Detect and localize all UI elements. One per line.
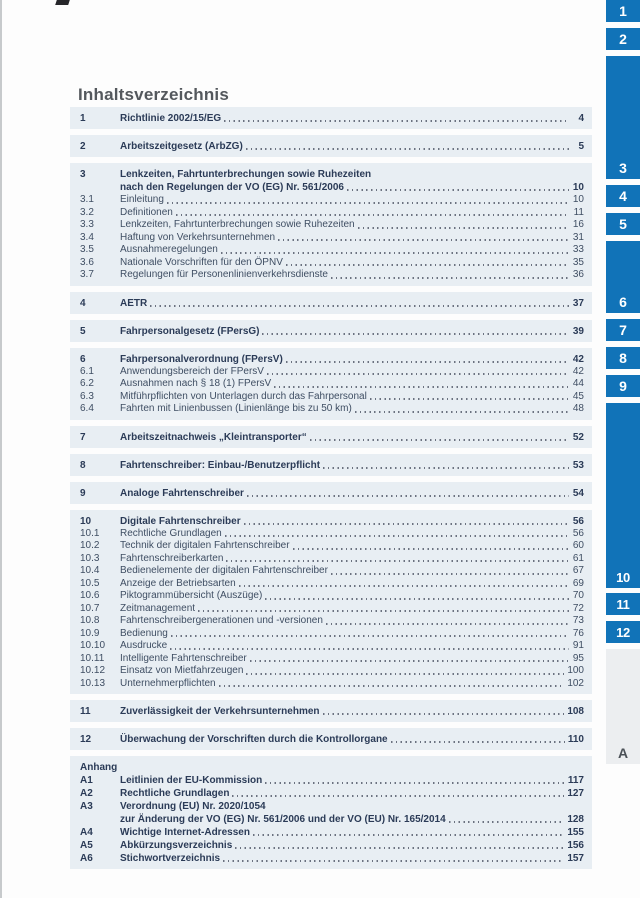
entry-title: Unternehmerpflichten [120,677,216,689]
toc-sub-entry [80,391,584,404]
toc-chapter-entry [80,353,584,366]
section-tab-label: 12 [616,625,630,640]
toc-block-chapter-9 [70,482,592,504]
dot-leader [391,741,565,743]
entry-page-number: 100 [567,665,584,676]
entry-page-number: 10 [572,182,584,193]
dot-leader [232,795,564,797]
entry-number: A6 [80,853,93,864]
section-tab-8 [606,347,640,369]
section-tab-label: 9 [619,378,627,394]
section-tab-label: 2 [619,31,627,47]
entry-title: Fahrten mit Linienbussen (Linienlänge bis zu 50 km) [120,403,352,414]
entry-title: Fahrtenschreiberkarten [120,552,224,564]
entry-page-number: 54 [572,487,584,499]
entry-number: 3.2 [80,206,94,218]
section-tab-label: 6 [619,294,627,310]
entry-number: 9 [80,487,86,499]
entry-title: Einsatz von Mietfahrzeugen [120,665,244,676]
anhang-header [80,761,584,774]
entry-page-number: 56 [572,515,584,527]
entry-number: 10.7 [80,602,100,614]
section-tab-6 [606,241,640,313]
dot-leader [449,821,565,823]
toc-block-chapter-12 [70,728,592,750]
entry-title: Anzeige der Betriebsarten [120,577,236,589]
entry-page-number: 76 [572,627,584,639]
entry-title: Analoge Fahrtenschreiber [120,487,244,499]
section-tab-3 [606,56,640,179]
toc-sub-entry [80,378,584,391]
dot-leader [235,847,564,849]
toc-sub-entry [80,366,584,379]
entry-page-number: 52 [572,431,584,443]
section-tab-label: 11 [616,597,630,612]
section-tab-10 [606,403,640,588]
entry-page-number: 35 [572,256,584,268]
entry-title: nach den Regelungen der VO (EG) Nr. 561/2006 [120,182,344,193]
dot-leader [221,252,569,254]
entry-title: Richtlinie 2002/15/EG [120,113,222,124]
entry-page-number: 67 [572,565,584,576]
dot-leader [286,264,569,266]
toc-block-chapter-2 [70,135,592,157]
toc-sub-entry [80,590,584,603]
dot-leader [250,660,569,662]
entry-title: Arbeitszeitnachweis „Kleintransporter“ [120,431,307,443]
dot-leader [331,573,569,575]
toc-sub-entry [80,232,584,245]
toc-sub-entry [80,578,584,591]
dot-leader [358,227,569,229]
dot-leader [167,202,569,204]
entry-number: 5 [80,325,86,337]
entry-number: 3 [80,169,86,180]
entry-title: Rechtliche Grundlagen [120,788,230,799]
toc-block-chapter-10 [70,510,592,695]
entry-number: 8 [80,459,86,471]
entry-page-number: 39 [572,325,584,337]
entry-title: Intelligente Fahrtenschreiber [120,652,247,664]
toc-list [0,107,640,869]
toc-sub-entry [80,257,584,270]
entry-number: 10.2 [80,540,100,551]
dot-leader [170,648,569,650]
entry-number: 10.12 [80,665,106,676]
entry-page-number: 56 [572,527,584,539]
section-tab-11 [606,593,640,615]
section-tab-rail [606,0,640,898]
entry-page-number: 48 [572,403,584,414]
entry-title: Haftung von Verkehrsunternehmen [120,231,276,243]
toc-sub-entry [80,194,584,207]
toc-sub-entry [80,540,584,553]
entry-title: Zeitmanagement [120,602,196,614]
dot-leader [224,120,569,122]
entry-number: 1 [80,113,86,124]
section-tab-label: 7 [619,322,627,338]
entry-title: Lenkzeiten, Fahrtunterbrechungen sowie Ruhezeiten [120,219,355,230]
entry-number: A2 [80,788,93,799]
toc-entry [80,839,584,852]
toc-entry [80,813,584,826]
entry-number: 10 [80,515,92,527]
entry-page-number: 95 [572,652,584,664]
entry-page-number: 60 [572,540,584,551]
entry-page-number: 10 [572,194,584,205]
dot-leader [265,782,565,784]
dot-leader [176,214,569,216]
entry-page-number: 110 [567,734,584,745]
entry-number: 10.10 [80,640,106,651]
entry-page-number: 157 [567,853,584,864]
entry-page-number: 36 [572,269,584,280]
dot-leader [244,523,569,525]
dot-leader [246,148,569,150]
section-tab-4 [606,185,640,207]
dot-leader [310,439,569,441]
entry-page-number: 4 [578,113,584,124]
dot-leader [267,373,569,375]
section-tab-7 [606,319,640,341]
toc-entry [80,787,584,800]
toc-chapter-entry [80,168,584,181]
entry-page-number: 73 [572,615,584,626]
toc-sub-entry [80,244,584,257]
toc-sub-entry [80,219,584,232]
toc-chapter-entry [80,487,584,500]
toc-sub-entry [80,665,584,678]
toc-chapter-entry [80,705,584,718]
entry-page-number: 91 [572,640,584,651]
entry-title: Rechtliche Grundlagen [120,527,222,539]
toc-sub-entry [80,678,584,691]
entry-number: A3 [80,801,93,812]
dot-leader [355,411,569,413]
entry-title: Technik der digitalen Fahrtenschreiber [120,540,290,551]
section-tab-12 [606,621,640,643]
entry-title: Ausnahmen nach § 18 (1) FPersV [120,378,272,389]
dot-leader [225,535,569,537]
toc-block-chapter-5 [70,320,592,342]
entry-title: Bedienung [120,627,168,639]
entry-title: Nationale Vorschriften für den ÖPNV [120,256,283,268]
entry-number: 10.4 [80,565,100,576]
entry-title: Abkürzungsverzeichnis [120,840,233,851]
entry-page-number: 37 [572,297,584,309]
entry-number: 3.6 [80,256,94,268]
entry-page-number: 70 [572,590,584,601]
dot-leader [293,548,569,550]
entry-number: 6 [80,353,86,365]
dot-leader [247,495,569,497]
section-tab-5 [606,213,640,235]
toc-chapter-entry [80,325,584,338]
toc-chapter-entry [80,515,584,528]
dot-leader [370,398,569,400]
entry-number: A5 [80,840,93,851]
entry-page-number: 42 [572,365,584,377]
dot-leader [323,713,565,715]
toc-sub-entry [80,207,584,220]
entry-title: Fahrpersonalgesetz (FPersG) [120,325,260,337]
section-tab-label: 5 [619,216,627,232]
entry-number: 3.3 [80,219,94,230]
entry-number: 3.7 [80,269,94,280]
toc-sub-entry [80,653,584,666]
toc-block-anhang [70,756,592,869]
toc-block-chapter-6 [70,348,592,420]
entry-page-number: 31 [572,231,584,243]
toc-sub-entry [80,403,584,416]
dot-leader [246,673,564,675]
dot-leader [347,189,569,191]
toc-block-chapter-3 [70,163,592,286]
toc-entry [80,852,584,865]
dot-leader [150,305,569,307]
entry-title: Arbeitszeitgesetz (ArbZG) [120,141,243,152]
dot-leader [331,277,569,279]
entry-page-number: 155 [567,827,584,838]
toc-chapter-entry [80,181,584,194]
toc-chapter-entry [80,140,584,153]
toc-chapter-entry [80,297,584,310]
entry-number: 10.11 [80,652,105,664]
entry-title: Anwendungsbereich der FPersV [120,365,264,377]
toc-block-chapter-11 [70,700,592,722]
toc-sub-entry [80,603,584,616]
entry-number: 6.2 [80,378,94,389]
toc-entry [80,800,584,813]
entry-page-number: 42 [572,353,584,365]
entry-page-number: 44 [572,378,584,389]
entry-number: 3.5 [80,244,94,255]
section-tab-label: A [617,745,629,761]
page-title: Inhaltsverzeichnis [78,85,229,104]
dot-leader [253,834,564,836]
entry-title: Fahrtenschreibergenerationen und -versionen [120,615,323,626]
section-tab-label: 1 [619,3,627,19]
entry-title: Verordnung (EU) Nr. 2020/1054 [120,801,266,812]
section-tab-label: 8 [619,350,627,366]
dot-leader [326,623,569,625]
entry-number: 10.1 [80,527,100,539]
section-tab-label: 4 [619,188,627,204]
entry-title: Stichwortverzeichnis [120,853,221,864]
entry-title: zur Änderung der VO (EG) Nr. 561/2006 und der VO (EU) Nr. 165/2014 [120,814,446,825]
entry-page-number: 102 [567,677,584,689]
dot-leader [226,560,569,562]
entry-number: A4 [80,827,93,838]
entry-title: Lenkzeiten, Fahrtunterbrechungen sowie Ruhezeiten [120,169,372,180]
entry-title: AETR [120,297,148,309]
entry-number: 6.1 [80,365,94,377]
toc-block-chapter-8 [70,454,592,476]
toc-block-chapter-1 [70,107,592,129]
dot-leader [171,635,569,637]
toc-sub-entry [80,628,584,641]
entry-page-number: 108 [567,706,584,717]
entry-number: 11 [80,706,91,717]
entry-page-number: 127 [567,788,584,799]
toc-chapter-entry [80,733,584,746]
toc-sub-entry [80,269,584,282]
toc-chapter-entry [80,112,584,125]
entry-number: 12 [80,734,92,745]
dot-leader [323,467,569,469]
dot-leader [198,610,569,612]
toc-sub-entry [80,565,584,578]
entry-number: 10.13 [80,677,106,689]
entry-number: 2 [80,141,86,152]
entry-page-number: 117 [567,775,584,786]
entry-page-number: 33 [572,244,584,255]
entry-page-number: 5 [578,141,584,152]
entry-number: 3.1 [80,194,94,205]
entry-page-number: 53 [572,459,584,471]
scan-corner-mark [55,0,70,5]
entry-number: 6.3 [80,390,94,402]
anhang-header-label: Anhang [80,762,118,773]
toc-sub-entry [80,553,584,566]
toc-sub-entry [80,615,584,628]
toc-chapter-entry [80,431,584,444]
entry-title: Ausnahmeregelungen [120,244,218,255]
toc-sub-entry [80,528,584,541]
dot-leader [262,333,569,335]
entry-title: Definitionen [120,206,173,218]
entry-number: 10.3 [80,552,100,564]
entry-title: Ausdrucke [120,640,168,651]
entry-title: Wichtige Internet-Adressen [120,827,250,838]
toc-sub-entry [80,640,584,653]
dot-leader [265,598,569,600]
dot-leader [286,361,569,363]
toc-block-chapter-4 [70,292,592,314]
entry-page-number: 16 [572,219,584,230]
entry-title: Fahrtenschreiber: Einbau-/Benutzerpflicht [120,459,321,471]
entry-page-number: 72 [572,602,584,614]
entry-page-number: 128 [567,814,584,825]
section-tab-2 [606,28,640,50]
dot-leader [274,386,569,388]
entry-title: Mitführpflichten von Unterlagen durch das Fahrpersonal [120,390,367,402]
dot-leader [219,685,565,687]
entry-title: Bedienelemente der digitalen Fahrtenschreiber [120,565,328,576]
entry-number: 3.4 [80,231,94,243]
entry-number: 10.5 [80,577,100,589]
entry-page-number: 45 [572,390,584,402]
entry-page-number: 11 [573,206,584,218]
entry-number: 10.6 [80,590,100,601]
entry-number: 4 [80,297,86,309]
toc-entry [80,774,584,787]
entry-title: Regelungen für Personenlinienverkehrsdienste [120,269,328,280]
toc-chapter-entry [80,459,584,472]
section-tab-A [606,649,640,764]
entry-title: Überwachung der Vorschriften durch die Kontrollorgane [120,734,388,745]
toc-entry [80,826,584,839]
dot-leader [239,585,569,587]
entry-number: 10.8 [80,615,100,626]
entry-title: Zuverlässigkeit der Verkehrsunternehmen [120,706,320,717]
entry-number: 10.9 [80,627,100,639]
dot-leader [278,239,569,241]
section-tab-1 [606,0,640,22]
toc-block-chapter-7 [70,426,592,448]
entry-title: Digitale Fahrtenschreiber [120,515,241,527]
entry-title: Fahrpersonalverordnung (FPersV) [120,353,283,365]
entry-number: 6.4 [80,403,94,414]
entry-number: 7 [80,431,86,443]
entry-page-number: 156 [567,840,584,851]
entry-title: Leitlinien der EU-Kommission [120,775,263,786]
section-tab-label: 10 [616,570,630,585]
entry-page-number: 61 [572,552,584,564]
section-tab-9 [606,375,640,397]
entry-title: Piktogrammübersicht (Auszüge) [120,590,263,601]
section-tab-label: 3 [619,160,627,176]
dot-leader [223,860,564,862]
entry-number: A1 [80,775,93,786]
entry-page-number: 69 [572,577,584,589]
entry-title: Einleitung [120,194,164,205]
